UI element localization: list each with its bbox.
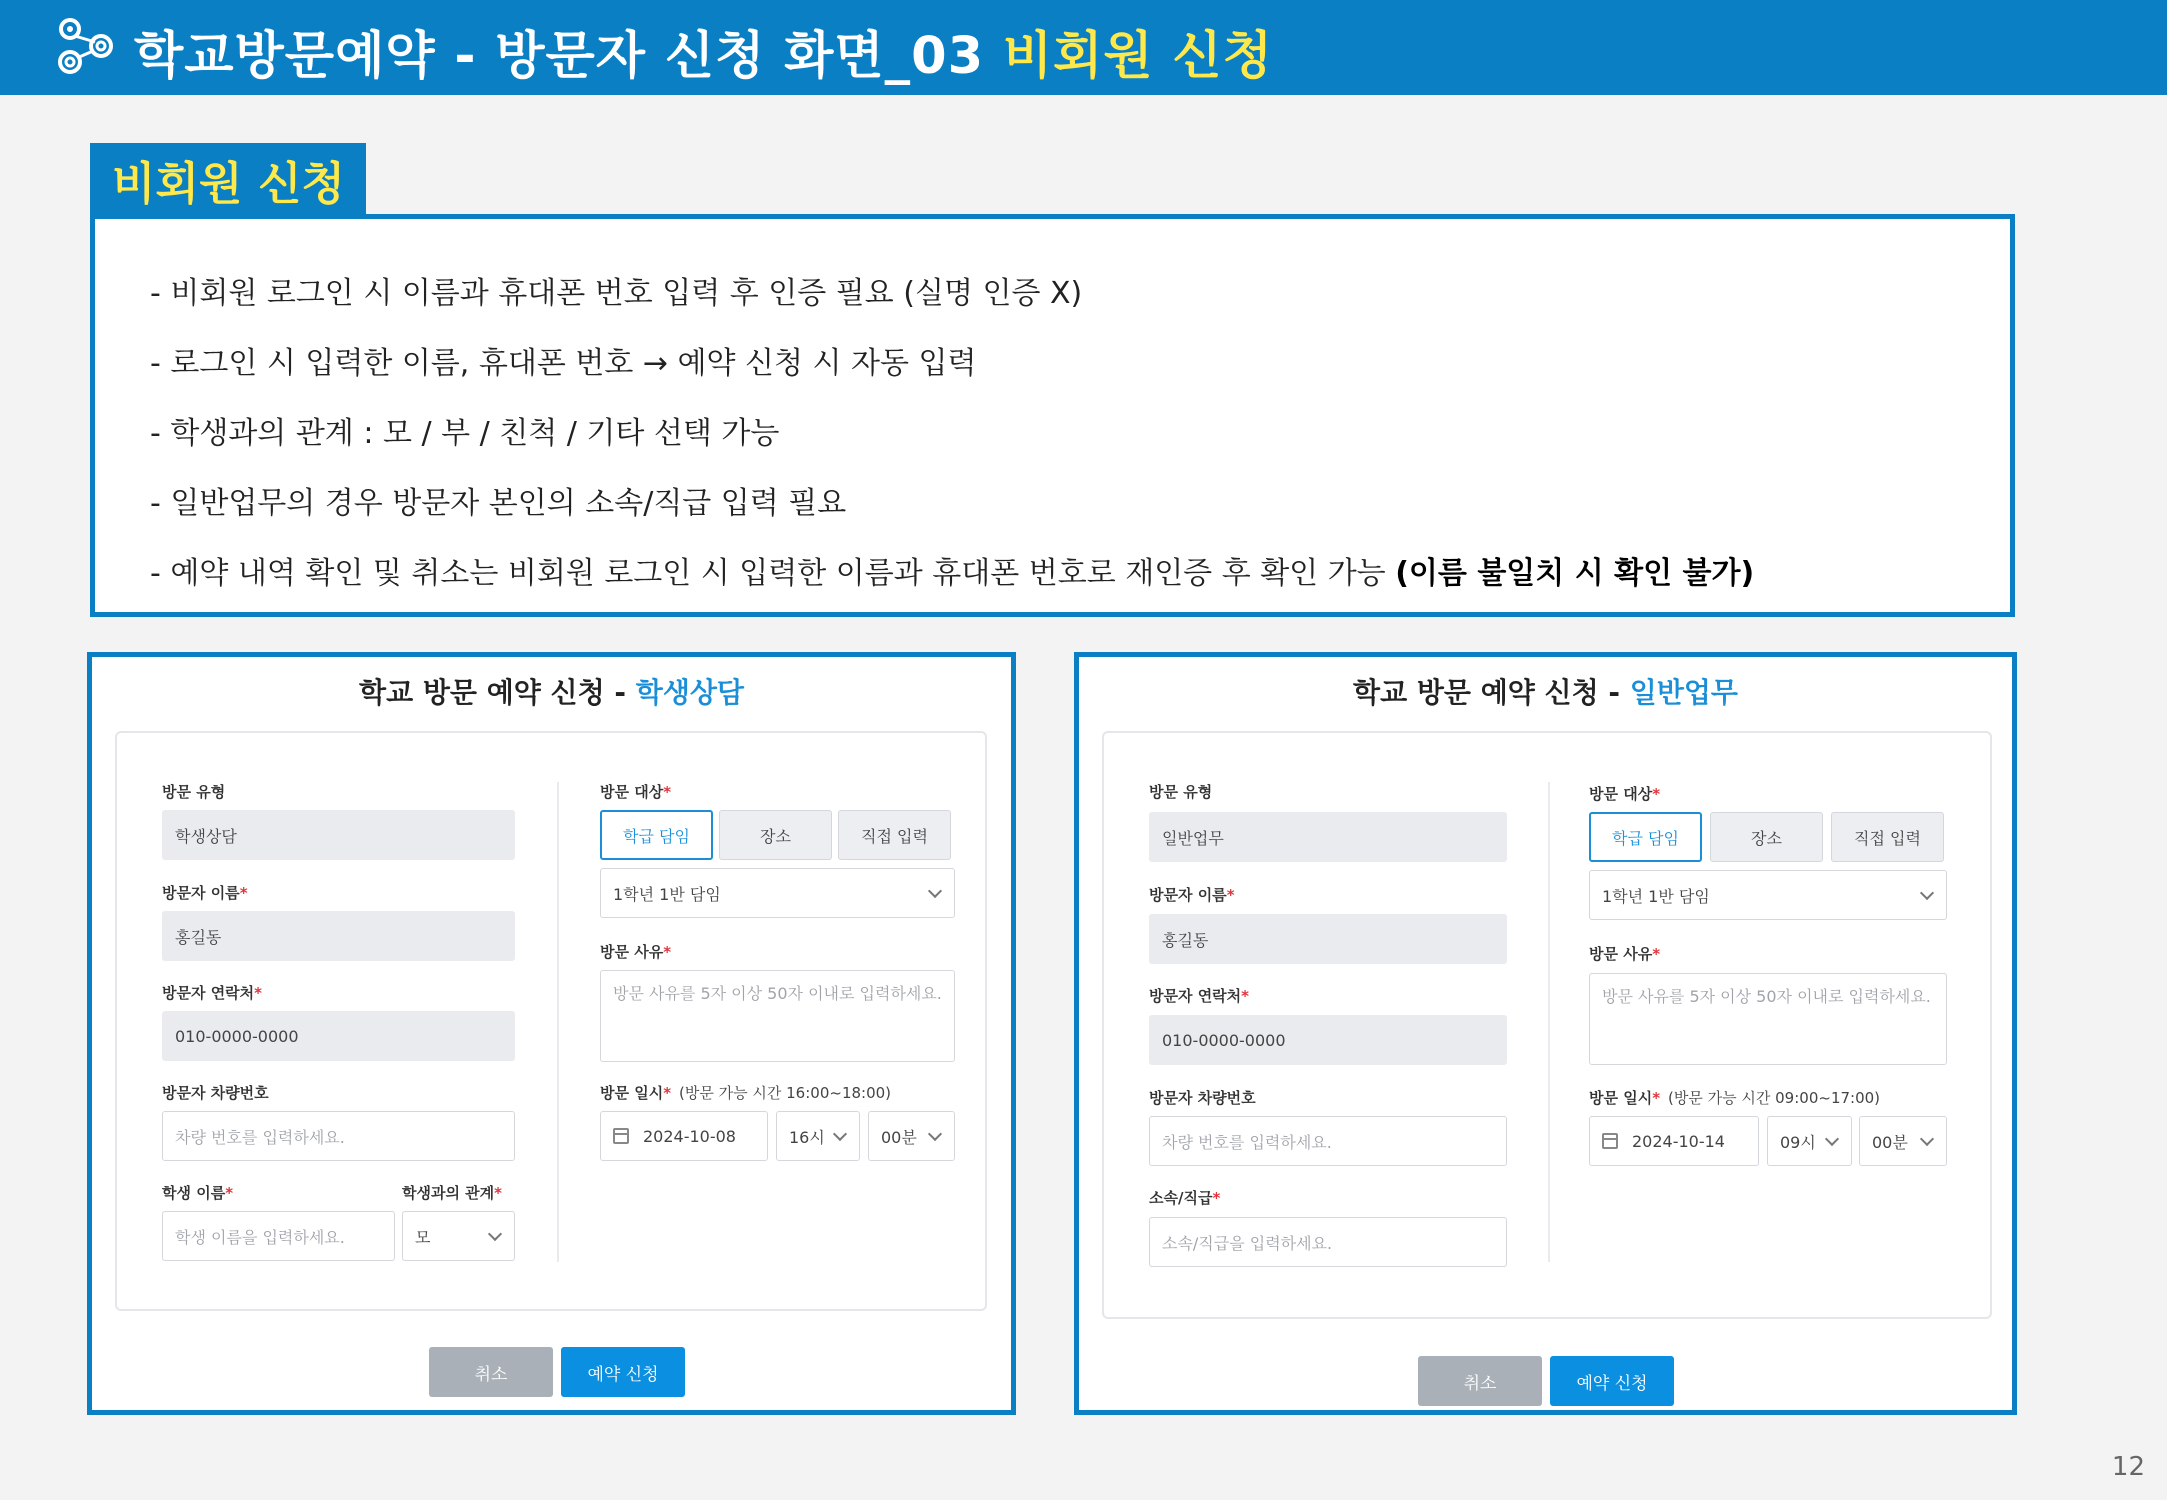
calendar-icon [1602,1133,1618,1149]
description-line: - 일반업무의 경우 방문자 본인의 소속/직급 입력 필요 [150,486,847,521]
visit-minute-value: 00분 [881,1127,917,1147]
visit-datetime-label [1589,1087,1880,1108]
target-option-homeroom[interactable]: 학급 담임 [1589,812,1702,862]
required-mark: * [1652,785,1661,803]
required-mark: * [494,1184,503,1202]
visit-date-value: 2024-10-08 [643,1126,736,1146]
required-mark: * [1226,886,1235,904]
target-option-place[interactable]: 장소 [719,810,832,860]
visit-reason-label-text: 방문 사유 [1589,945,1653,963]
visitor-phone-label-text: 방문자 연락처 [1149,987,1242,1005]
chevron-down-icon [1920,1132,1934,1146]
general-business-form-panel [1074,652,2017,1415]
car-number-label: 방문자 차량번호 [162,1084,269,1102]
required-mark: * [1652,945,1661,963]
target-option-homeroom[interactable]: 학급 담임 [600,810,713,860]
visitor-name-field: 홍길동 [162,911,515,961]
visit-reason-label-text: 방문 사유 [600,943,664,961]
chevron-down-icon [928,884,942,898]
visit-target-label [1589,783,1660,804]
title-highlight: 비회원 신청 [1002,27,1273,86]
relation-select[interactable] [402,1211,515,1261]
description-text: - 예약 내역 확인 및 취소는 비회원 로그인 시 입력한 이름과 휴대폰 번호로 재인증 후 확인 가능 [150,556,1396,591]
required-mark: * [1241,987,1250,1005]
visit-target-label-text: 방문 대상 [600,783,664,801]
description-line: - 로그인 시 입력한 이름, 휴대폰 번호 → 예약 신청 시 자동 입력 [150,346,977,381]
visitor-phone-field: 010-0000-0000 [1149,1015,1507,1065]
visitor-phone-label-text: 방문자 연락처 [162,984,255,1002]
required-mark: * [663,783,672,801]
visitor-name-label [1149,884,1235,905]
visit-type-field: 학생상담 [162,810,515,860]
student-name-input[interactable]: 학생 이름을 입력하세요. [162,1211,395,1261]
description-box [90,214,2015,617]
chevron-down-icon [1920,886,1934,900]
form-title [92,671,1011,711]
affiliation-label-text: 소속/직급 [1149,1189,1213,1207]
chevron-down-icon [488,1227,502,1241]
cancel-button[interactable]: 취소 [1418,1356,1542,1406]
required-mark: * [225,1184,234,1202]
required-mark: * [254,984,263,1002]
required-mark: * [1212,1189,1221,1207]
form-title-accent: 학생상담 [635,676,744,709]
visit-reason-label [1589,943,1660,964]
required-mark: * [663,1084,672,1102]
visit-hour-select[interactable] [1767,1116,1852,1166]
required-mark: * [663,943,672,961]
description-bold-note: (이름 불일치 시 확인 불가) [1395,556,1755,591]
target-option-direct-input[interactable]: 직접 입력 [838,810,951,860]
target-select[interactable] [1589,870,1947,920]
visit-type-label: 방문 유형 [1149,783,1213,801]
visitor-phone-label [1149,985,1249,1006]
target-option-direct-input[interactable]: 직접 입력 [1831,812,1944,862]
calendar-icon [613,1128,629,1144]
affiliation-label [1149,1187,1220,1208]
visitor-phone-field: 010-0000-0000 [162,1011,515,1061]
visit-hour-value: 16시 [789,1127,825,1147]
visit-date-input[interactable] [600,1111,768,1161]
visit-minute-value: 00분 [1872,1132,1908,1152]
visit-reason-label [600,941,671,962]
student-consult-form-panel [87,652,1016,1415]
relation-label-text: 학생과의 관계 [402,1184,495,1202]
visit-time-note: (방문 가능 시간 09:00~17:00) [1668,1089,1881,1107]
visit-hour-value: 09시 [1780,1132,1816,1152]
visitor-name-field: 홍길동 [1149,914,1507,964]
column-divider [557,782,559,1262]
visit-reason-textarea[interactable]: 방문 사유를 5자 이상 50자 이내로 입력하세요. [1589,973,1947,1065]
logo-icon [55,16,117,78]
visit-reason-textarea[interactable]: 방문 사유를 5자 이상 50자 이내로 입력하세요. [600,970,955,1062]
header-bar [0,0,2167,95]
description-line-last [150,539,2010,609]
visit-date-input[interactable] [1589,1116,1759,1166]
form-title-accent: 일반업무 [1629,676,1738,709]
chevron-down-icon [928,1127,942,1141]
visit-datetime-label-text: 방문 일시 [1589,1089,1653,1107]
visit-minute-select[interactable] [1859,1116,1947,1166]
required-mark: * [1652,1089,1661,1107]
chevron-down-icon [1825,1132,1839,1146]
title-main: 학교방문예약 - 방문자 신청 화면_03 [134,27,1003,86]
chevron-down-icon [833,1127,847,1141]
relation-label [402,1182,502,1203]
car-number-label: 방문자 차량번호 [1149,1089,1256,1107]
visit-type-label: 방문 유형 [162,783,226,801]
description-line: - 학생과의 관계 : 모 / 부 / 친척 / 기타 선택 가능 [150,416,780,451]
form-title [1079,671,2012,711]
visitor-name-label-text: 방문자 이름 [162,884,240,902]
visit-target-label-text: 방문 대상 [1589,785,1653,803]
page-title [134,14,1273,88]
visit-type-field: 일반업무 [1149,812,1507,862]
visit-minute-select[interactable] [868,1111,955,1161]
visit-datetime-label-text: 방문 일시 [600,1084,664,1102]
visit-date-value: 2024-10-14 [1632,1131,1725,1151]
target-select-value: 1학년 1반 담임 [613,884,721,904]
required-mark: * [239,884,248,902]
target-option-place[interactable]: 장소 [1710,812,1823,862]
form-title-text: 학교 방문 예약 신청 - [1353,676,1630,709]
visitor-name-label [162,882,248,903]
affiliation-input[interactable]: 소속/직급을 입력하세요. [1149,1217,1507,1267]
student-name-label-text: 학생 이름 [162,1184,226,1202]
column-divider [1548,782,1550,1262]
visitor-name-label-text: 방문자 이름 [1149,886,1227,904]
visit-target-label [600,781,671,802]
car-number-input[interactable]: 차량 번호를 입력하세요. [1149,1116,1507,1166]
relation-select-value: 모 [415,1227,431,1247]
cancel-button[interactable]: 취소 [429,1347,553,1397]
target-select[interactable] [600,868,955,918]
visit-hour-select[interactable] [776,1111,860,1161]
description-line: - 비회원 로그인 시 이름과 휴대폰 번호 입력 후 인증 필요 (실명 인증 X) [150,276,1083,311]
target-select-value: 1학년 1반 담임 [1602,886,1710,906]
page-number: 12 [2111,1452,2145,1482]
submit-reservation-button[interactable]: 예약 신청 [561,1347,685,1397]
section-tab: 비회원 신청 [90,143,366,215]
visit-time-note: (방문 가능 시간 16:00~18:00) [679,1084,892,1102]
form-title-text: 학교 방문 예약 신청 - [359,676,636,709]
car-number-input[interactable]: 차량 번호를 입력하세요. [162,1111,515,1161]
submit-reservation-button[interactable]: 예약 신청 [1550,1356,1674,1406]
visitor-phone-label [162,982,262,1003]
visit-datetime-label [600,1082,891,1103]
student-name-label [162,1182,233,1203]
